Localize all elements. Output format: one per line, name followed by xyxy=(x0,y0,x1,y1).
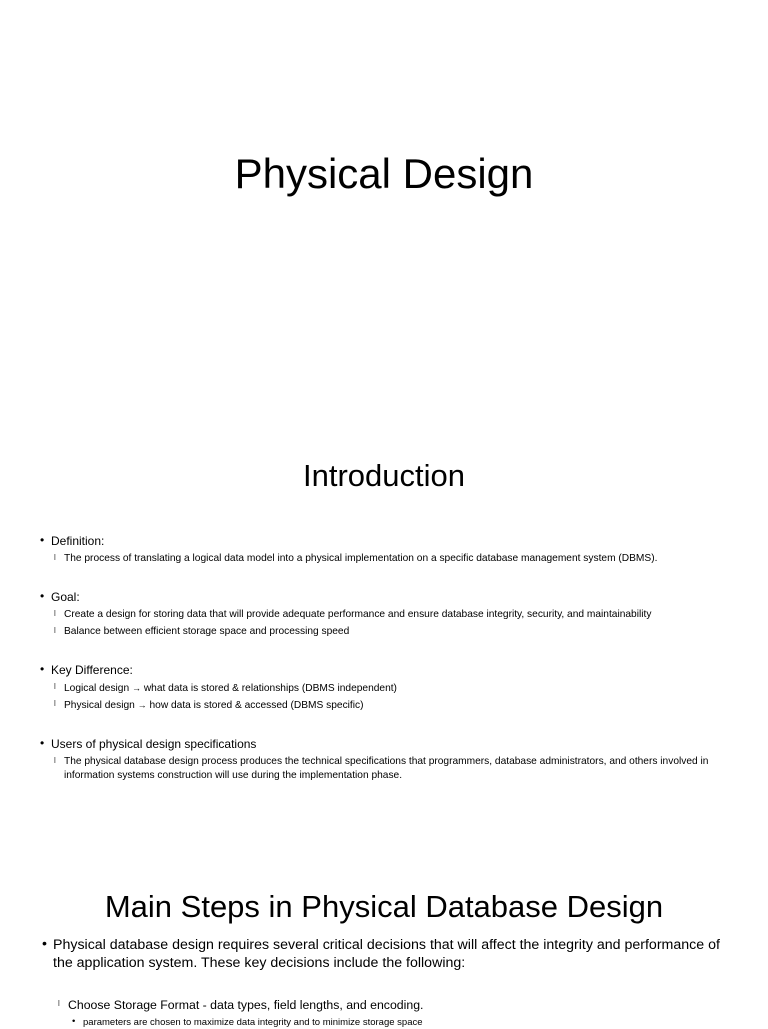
bullet-dot-icon: • xyxy=(40,662,45,676)
bullet-goal: • Goal: xyxy=(40,589,80,604)
sub-bullet: l Physical design → how data is stored & accessed (DBMS specific) xyxy=(54,699,364,711)
sub-sub-bullet: • parameters are chosen to maximize data integrity and to minimize storage space xyxy=(72,1016,423,1028)
bullet-dot-icon: • xyxy=(40,533,45,547)
sub-bullet: l The physical database design process produces the technical specifications that programmers, database administrators, and others involved in information systems construction will use during the implementation phase. xyxy=(54,756,709,781)
slide-title xyxy=(0,0,768,432)
sub-bullet-mark-icon: l xyxy=(54,699,56,708)
sub-bullet: l Logical design → what data is stored & relationships (DBMS independent) xyxy=(54,682,397,694)
bullet-dot-icon: • xyxy=(40,589,45,603)
bullet-definition: • Definition: xyxy=(40,533,105,548)
sub-bullet-mark-icon: l xyxy=(54,553,56,562)
slide-title-heading: Physical Design xyxy=(234,150,534,197)
bullet-key-difference: • Key Difference: xyxy=(40,662,133,677)
sub-bullet-mark-icon: l xyxy=(54,609,56,618)
bullet-dot-icon: • xyxy=(72,1016,76,1027)
sub-bullet-mark-icon: l xyxy=(58,999,60,1008)
arrow-right-icon: → xyxy=(131,683,141,693)
bullet-intro: • Physical database design requires several critical decisions that will affect the integrity and performance of the application system. These key decisions include the following: xyxy=(42,936,720,971)
arrow-right-icon: → xyxy=(137,700,147,710)
sub-bullet-mark-icon: l xyxy=(54,756,56,765)
slide-main-steps xyxy=(0,832,768,1028)
sub-bullet-mark-icon: l xyxy=(54,682,56,691)
introduction-heading: Introduction xyxy=(303,458,465,493)
slide-introduction xyxy=(0,432,768,832)
sub-bullet-step: l Choose Storage Format - data types, field lengths, and encoding. xyxy=(58,998,424,1012)
sub-bullet-mark-icon: l xyxy=(54,626,56,635)
sub-bullet: l Balance between efficient storage space and processing speed xyxy=(54,626,350,637)
sub-bullet: l Create a design for storing data that will provide adequate performance and ensure database integrity, security, and maintainability xyxy=(54,609,652,620)
main-steps-heading: Main Steps in Physical Database Design xyxy=(104,889,664,924)
sub-bullet: l The process of translating a logical data model into a physical implementation on a specific database management system (DBMS). xyxy=(54,553,658,564)
bullet-dot-icon: • xyxy=(42,936,47,952)
bullet-users: • Users of physical design specifications xyxy=(40,736,257,751)
bullet-dot-icon: • xyxy=(40,736,45,750)
